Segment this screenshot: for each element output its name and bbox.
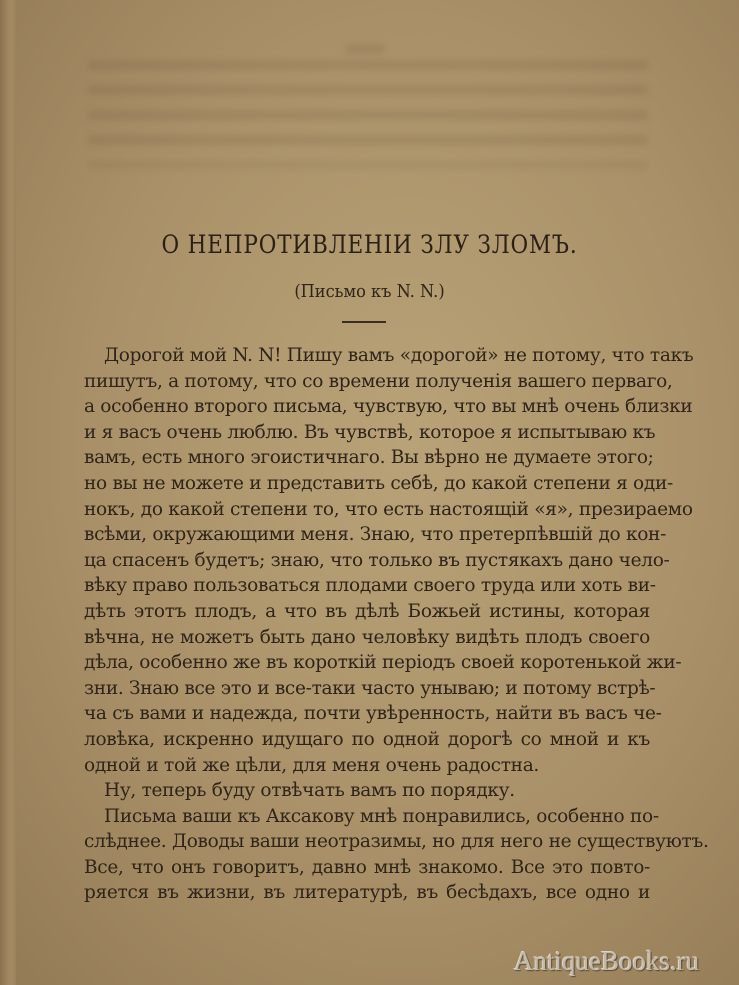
text-line: Письма ваши къ Аксакову мнѣ понравились, особенно по- [104,805,659,827]
text-line: ча съ вами и надежда, почти увѣренность, найти въ васъ че- [84,703,662,725]
text-line: и я васъ очень люблю. Въ чувствѣ, которое я испытываю къ [84,421,656,443]
text-line: ловѣка, искренно идущаго по одной дорогѣ со мной и къ [84,728,650,750]
body-text [84,343,709,906]
text-line: зни. Знаю все это и все-таки часто унываю; и потому встрѣ- [84,677,656,699]
text-line: вамъ, есть много эгоистичнаго. Вы вѣрно не думаете этого; [84,447,654,469]
text-line: Дорогой мой N. N! Пишу вамъ «дорогой» не потому, что такъ [104,345,694,366]
text-line: Ну, теперь буду отвѣчать вамъ по порядку. [104,780,515,802]
text-line: ряется въ жизни, въ литературѣ, въ бесѣдахъ, все одно и [84,882,650,904]
text-line: вѣчна, не можетъ быть дано человѣку видѣть плодъ своего [84,626,650,648]
text-line: дѣть этотъ плодъ, а что въ дѣлѣ Божьей истины, которая [84,600,650,622]
chapter-title: О НЕПРОТИВЛЕНІИ ЗЛУ ЗЛОМЪ. [161,230,578,259]
text-line: нокъ, до какой степени то, что есть настоящій «я», презираемо [84,498,693,520]
text-line: но вы не можете и представить себѣ, до какой степени я оди- [84,472,673,494]
text-line: ца спасенъ будетъ; знаю, что только въ пустякахъ дано чело- [84,549,670,571]
text-line: а особенно второго письма, чувствую, что вы мнѣ очень близки [84,396,693,418]
chapter-subtitle: (Письмо къ N. N.) [294,281,445,302]
text-line: пишутъ, а потому, что со времени полученія вашего перваго, [84,370,673,392]
divider-rule [342,321,386,323]
text-line: всѣми, окружающими меня. Знаю, что претерпѣвшій до кон- [84,524,667,546]
text-line: одной и той же цѣли, для меня очень радостна. [84,754,539,776]
text-line: слѣднее. Доводы ваши неотразимы, но для него не существуютъ. [84,831,709,853]
watermark: AntiqueBooks.ru [514,946,700,976]
text-line: Все, что онъ говоритъ, давно мнѣ знакомо. Все это повто- [84,856,650,878]
text-line: вѣку право пользоваться плодами своего труда или хоть ви- [84,575,656,597]
book-spine-edge [0,0,16,985]
text-line: дѣла, особенно же въ короткій періодъ своей коротенькой жи- [84,652,682,674]
